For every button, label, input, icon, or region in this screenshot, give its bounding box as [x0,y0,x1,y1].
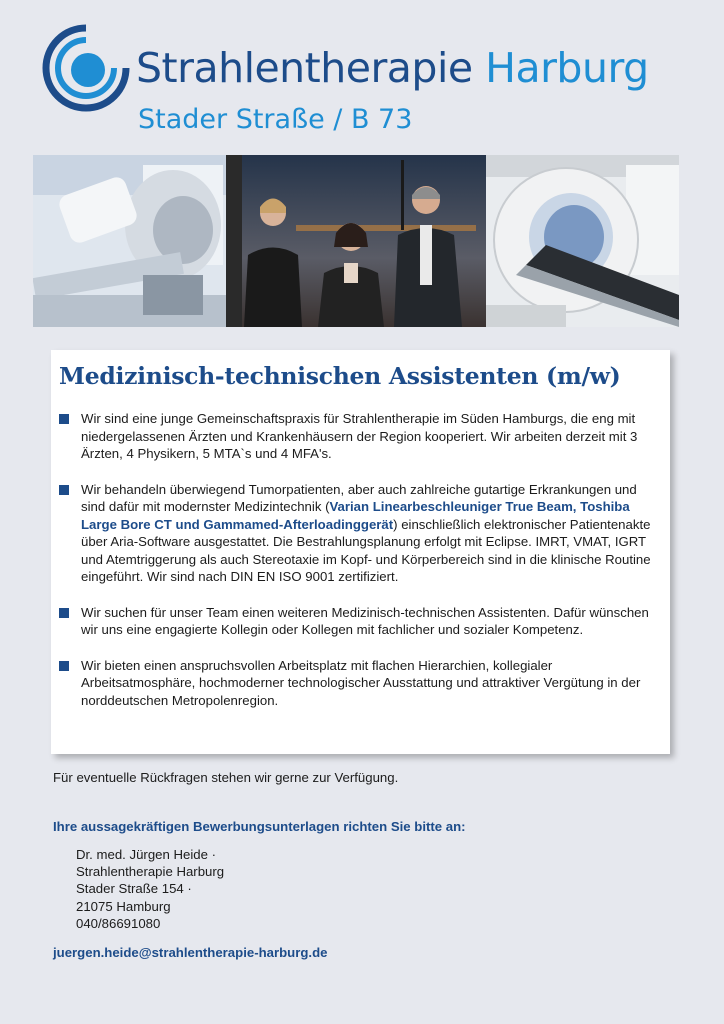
practice-address-subtitle: Stader Straße / B 73 [138,104,413,135]
linear-accelerator-photo [33,155,226,327]
square-bullet-icon [59,661,69,671]
paragraph-text-start: Wir behandeln überwiegend Tumorpatienten, aber auch zahlreiche gutartige Erkrankungen und sind dafür mit modernster Medizintechnik ( [81,481,637,514]
address-line-phone: 040/86691080 [76,915,161,931]
paragraph-text: Wir bieten einen anspruchsvollen Arbeitsplatz mit flachen Hierarchien, kollegialer Arbeitsatmosphäre, hochmoderner technologischer Ausstattung und attraktiver Vergütung in der norddeutschen Metropolenregion. [81,657,641,708]
equipment-highlight: Varian Linearbeschleuniger True Beam, Toshiba Large Bore CT und Gammamed-Afterloadinggerät [81,499,630,532]
ct-scanner-photo [486,155,679,327]
square-bullet-icon [59,485,69,495]
paragraph-text-end: ) einschließlich elektronischer Patientenakte über Aria-Software ausgestattet. Die Bestrahlungsplanung erfolgt mit Eclipse. IMRT, VMAT, IGRT und Atemtriggerung als auch Stereotaxie im Kopf- und Körperbereich sind in die klinische Routine eingeführt. Wir sind nach DIN EN ISO 9001 zertifiziert. [81,516,651,584]
square-bullet-icon [59,608,69,618]
paragraph-text: Wir suchen für unser Team einen weiteren Medizinisch-technischen Assistenten. Dafür wünschen wir uns eine engagierte Kollegin oder Kollegen mit fachlicher und sozialer Kompetenz. [81,604,649,637]
paragraph-about-practice [59,410,660,463]
square-bullet-icon [59,414,69,424]
paragraph-search [59,604,660,639]
photo-strip [33,155,679,327]
paragraph-equipment [59,481,660,586]
title-highlight: Harburg [485,44,649,92]
paragraph-offer [59,657,660,710]
title-main: Strahlentherapie [136,44,473,92]
team-photo [226,155,486,327]
followup-note: Für eventuelle Rückfragen stehen wir gerne zur Verfügung. [53,770,399,785]
practice-title [136,44,649,92]
job-title: Medizinisch-technischen Assistenten (m/w) [59,362,621,390]
contact-email-link[interactable]: juergen.heide@strahlentherapie-harburg.de [53,945,328,960]
paragraph-text: Wir sind eine junge Gemeinschaftspraxis für Strahlentherapie im Süden Hamburgs, die eng mit niedergelassenen Ärzten und Krankenhäusern der Region kooperiert. Wir arbeiten derzeit mit 3 Ärzten, 4 Physikern, 5 MTA`s und 4 MFA's. [81,411,638,461]
header [0,0,724,150]
address-line-name: Dr. med. Jürgen Heide · [76,847,216,862]
contact-address [76,846,224,932]
address-line-practice: Strahlentherapie Harburg [76,864,225,880]
application-heading: Ihre aussagekräftigen Bewerbungsunterlagen richten Sie bitte an: [53,819,466,834]
address-line-street: Stader Straße 154 · [76,881,192,897]
address-line-city: 21075 Hamburg [76,898,171,914]
job-ad-card [51,350,670,754]
concentric-circles-logo-icon [42,24,130,112]
